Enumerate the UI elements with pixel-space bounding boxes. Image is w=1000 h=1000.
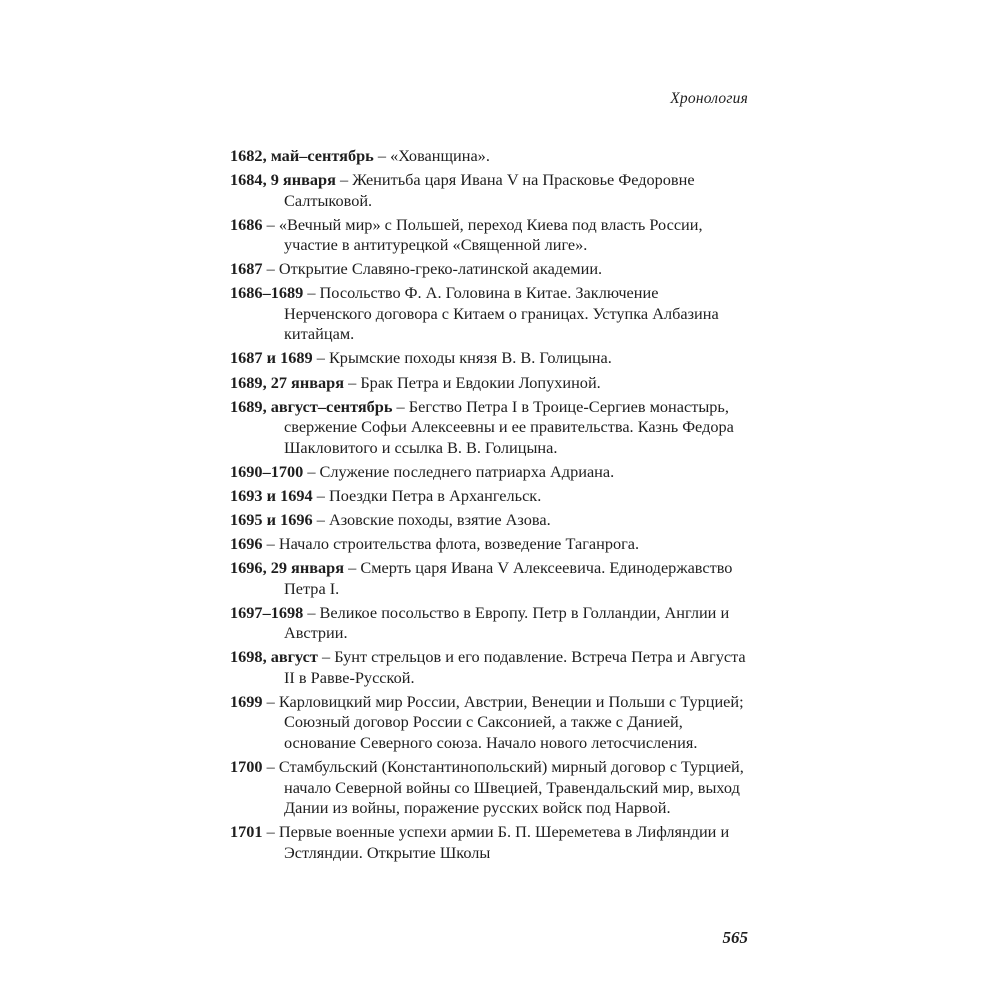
chronology-entry	[230, 510, 750, 531]
entry-date: 1684, 9 января	[230, 170, 336, 190]
entry-text: – Женитьба царя Ивана V на Прасковье Федоровне Салтыковой.	[284, 170, 695, 210]
entry-text: – Открытие Славяно-греко-латинской академии.	[262, 259, 603, 279]
entry-date: 1689, 27 января	[230, 372, 345, 392]
chronology-entry	[230, 534, 750, 555]
chronology-entry	[230, 283, 750, 345]
chronology-entry	[230, 373, 750, 394]
entry-date: 1696	[230, 534, 263, 554]
entry-date: 1686–1689	[230, 283, 304, 303]
entry-date: 1689, август–сентябрь	[230, 396, 393, 416]
running-head: Хронология	[670, 90, 748, 107]
entry-date: 1686	[230, 214, 263, 234]
entry-text: – Карловицкий мир России, Австрии, Венеции и Польши с Турцией; Союзный договор России с Саксонией, а также с Данией, основание Северного союза. Начало нового летосчисления.	[262, 691, 744, 752]
entry-text: – Азовские походы, взятие Азова.	[312, 509, 551, 529]
chronology-entry	[230, 462, 750, 483]
entry-text: – Великое посольство в Европу. Петр в Голландии, Англии и Австрии.	[284, 602, 730, 643]
chronology-entry	[230, 215, 750, 256]
chronology-entry	[230, 486, 750, 507]
entry-text: – Служение последнего патриарха Адриана.	[303, 461, 615, 481]
entry-date: 1698, август	[230, 647, 318, 667]
chronology-entry	[230, 397, 750, 459]
entry-date: 1682, май–сентябрь	[230, 146, 374, 165]
entry-text: – Стамбульский (Константинопольский) мирный договор с Турцией, начало Северной войны со Швецией, Травендальский мир, выход Дании из войны, поражение русских войск под Нарвой.	[262, 757, 744, 817]
entry-text: – Поездки Петра в Архангельск.	[312, 485, 542, 505]
entry-text: – «Хованщина».	[373, 146, 490, 165]
chronology-entry	[230, 647, 750, 688]
entry-text: – Смерть царя Ивана V Алексеевича. Единодержавство Петра I.	[284, 558, 733, 598]
entry-date: 1695 и 1696	[230, 509, 313, 529]
entry-text: – Брак Петра и Евдокии Лопухиной.	[344, 372, 601, 392]
entry-date: 1687	[230, 259, 263, 279]
entry-date: 1693 и 1694	[230, 485, 313, 505]
entry-date: 1701	[230, 822, 263, 842]
chronology-entry	[230, 259, 750, 280]
chronology-list	[230, 146, 750, 867]
chronology-entry	[230, 348, 750, 369]
entry-date: 1697–1698	[230, 602, 304, 622]
chronology-entry	[230, 603, 750, 644]
entry-text: – «Вечный мир» с Польшей, переход Киева под власть России, участие в антитурецкой «Священной лиге».	[262, 214, 703, 255]
entry-text: – Посольство Ф. А. Головина в Китае. Заключение Нерченского договора с Китаем о границах. Уступка Албазина китайцам.	[284, 283, 719, 344]
entry-text: – Первые военные успехи армии Б. П. Шереметева в Лифляндии и Эстляндии. Открытие Школы	[262, 822, 730, 862]
chronology-entry	[230, 757, 750, 819]
entry-date: 1700	[230, 757, 263, 776]
entry-date: 1696, 29 января	[230, 558, 345, 578]
entry-date: 1690–1700	[230, 461, 304, 481]
entry-text: – Начало строительства флота, возведение Таганрога.	[262, 534, 640, 554]
entry-date: 1699	[230, 691, 263, 711]
chronology-entry	[230, 822, 750, 863]
chronology-entry	[230, 170, 750, 211]
entry-text: – Бегство Петра I в Троице-Сергиев монастырь, свержение Софьи Алексеевны и ее правительства. Казнь Федора Шакловитого и ссылка В. В. Голицына.	[284, 396, 734, 457]
entry-text: – Крымские походы князя В. В. Голицына.	[312, 348, 612, 368]
page-number: 565	[722, 928, 748, 947]
chronology-entry	[230, 558, 750, 599]
chronology-entry	[230, 692, 750, 754]
entry-date: 1687 и 1689	[230, 348, 313, 368]
entry-text: – Бунт стрельцов и его подавление. Встреча Петра и Августа II в Равве-Русской.	[284, 647, 746, 687]
chronology-entry	[230, 146, 750, 167]
